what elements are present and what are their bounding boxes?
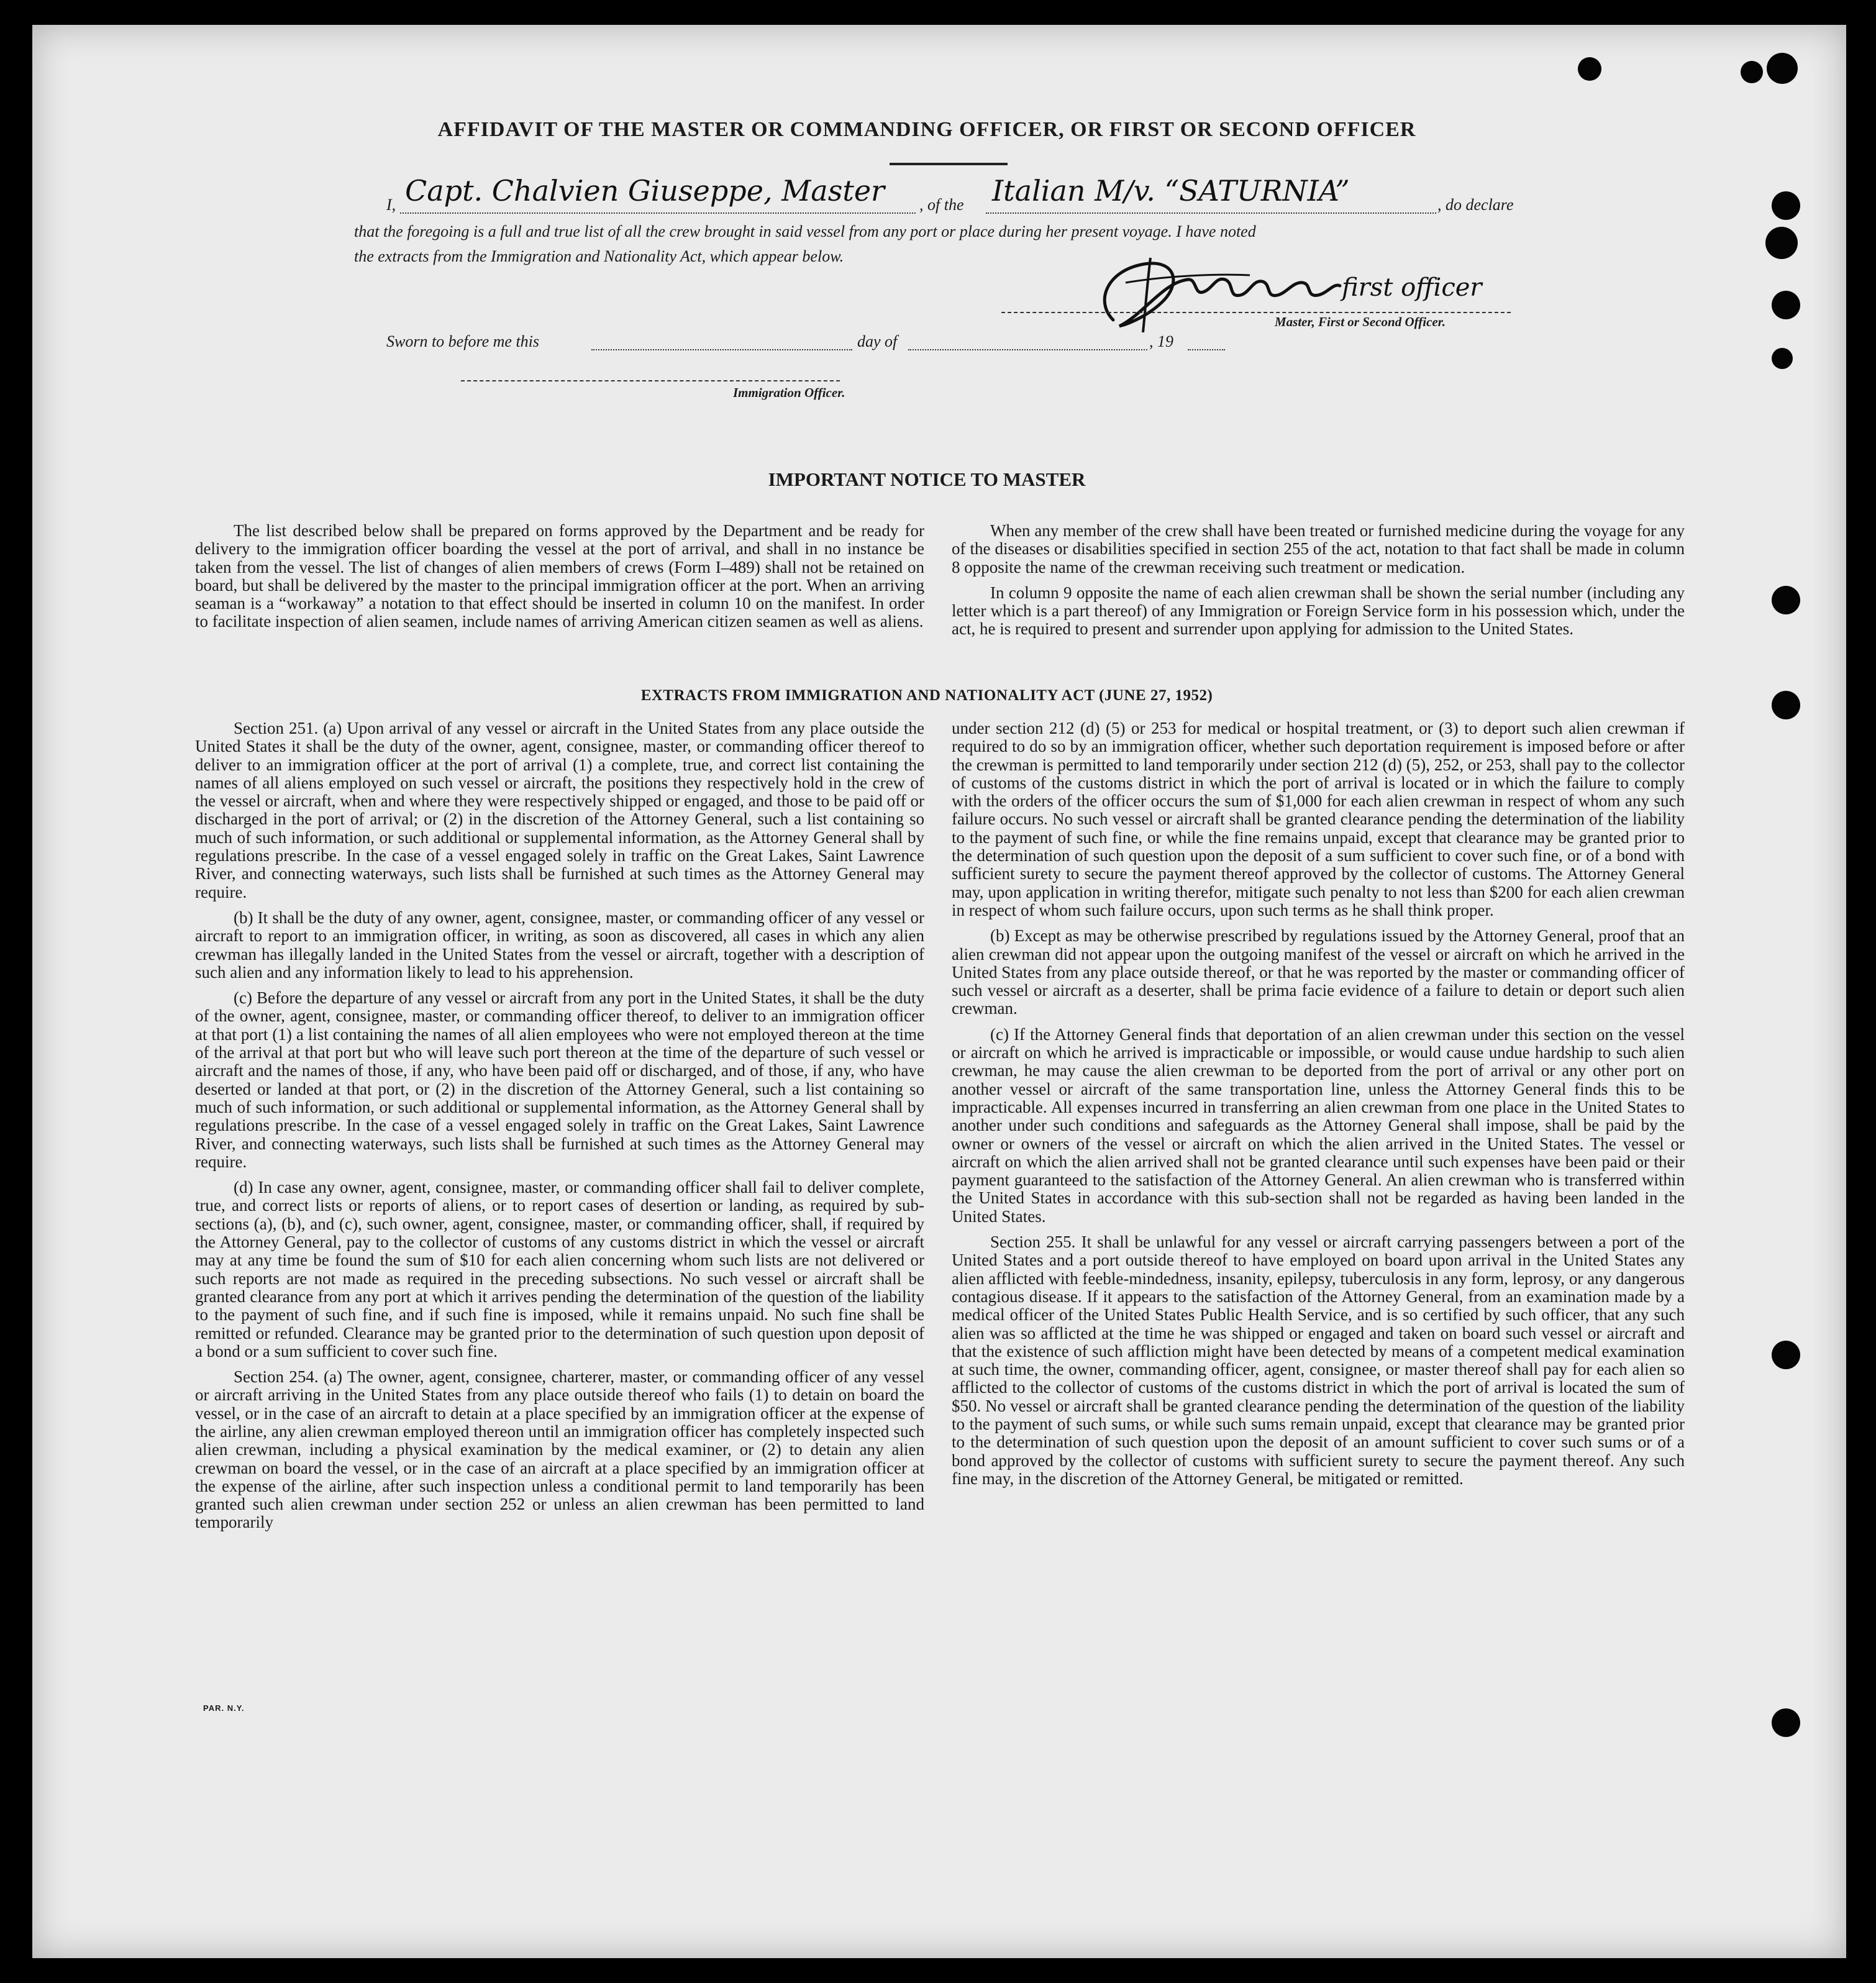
sworn-month-line[interactable] <box>908 349 1147 350</box>
declaration-do-declare: , do declare <box>1437 196 1514 214</box>
punch-hole <box>1578 57 1601 81</box>
section-254-a-continued: under section 212 (d) (5) or 253 for medical or hospital treatment, or (3) to deport such alien crewman if required to do so by an immigration officer, whether such deportation requirement is imposed before or after the crewman is permitted to land temporarily under section 212 (d) (5), 252, or 253, shall pay to the collector of customs of the customs district in which the port of arrival is located or in which the failure to comply with the orders of the officer occurs the sum of $1,000 for each alien crewman in respect of whom any such failure occurs. No such vessel or aircraft shall be granted clearance pending the determination of the liability to the payment of such fine, or while the fine remains unpaid, except that clearance may be granted prior to the determination of such question upon the deposit of a sum sufficient to cover such fine, or of a bond with sufficient surety to secure the payment thereof approved by the collector of customs. The Attorney General may, upon application in writing therefor, mitigate such penalty to not less than $200 for each alien crewman in respect of whom such failure occurs, upon such terms as he shall think proper. <box>952 719 1685 919</box>
section-251-d: (d) In case any owner, agent, consignee, master, or commanding officer shall fail to deliver complete, true, and correct lists or reports of aliens, or to report cases of desertion or landing, as required by sub-sections (a), (b), and (c), such owner, agent, consignee, master, or commanding officer, shall, if required by the Attorney General, pay to the collector of customs of any customs district in which the vessel or aircraft may at any time be found the sum of $10 for each alien concerning whom such lists are not delivered or such reports are not made as required in the preceding subsections. No such vessel or aircraft shall be granted clearance from any port at which it arrives pending the determination of the question of the liability to the payment of such fine, and if such fine is imposed, while it remains unpaid. No such fine shall be remitted or refunded. Clearance may be granted prior to the determination of such question upon deposit of a bond or a sum sufficient to cover such fine. <box>195 1178 924 1361</box>
punch-hole <box>1772 691 1800 719</box>
title-underline <box>890 163 1008 165</box>
punch-hole <box>1765 227 1798 259</box>
section-254-c: (c) If the Attorney General finds that deportation of an alien crewman under this section on the vessel or aircraft on which he arrived is impracticable or impossible, or would cause undue hardship to such alien crewman, he may cause the alien crewman to be deported from the port of arrival or any other port on another vessel or aircraft of the same transportation line, unless the Attorney General finds this to be impracticable. All expenses incurred in transferring an alien crewman from one place in the United States to another under such conditions and safeguards as the Attorney General shall impose, shall be paid by the owner or owners of the vessel or aircraft on which the alien arrived in the United States. The vessel or aircraft on which the alien arrived shall not be granted clearance until such expenses have been paid or their payment guaranteed to the satisfaction of the Attorney General. An alien crewman who is transferred within the United States in accordance with this sub-section shall not be regarded as having been landed in the United States. <box>952 1024 1685 1226</box>
immigration-officer-line <box>461 380 840 381</box>
declaration-of-the: , of the <box>919 196 964 214</box>
section-254-a: Section 254. (a) The owner, agent, consignee, charterer, master, or commanding officer of any vessel or aircraft arriving in the United States from any place outside thereof who fails (1) to detain on board the vessel, or in the case of an aircraft to detain at a place specified by an immigration officer at the expense of the airline, any alien crewman employed thereon until an immigration officer has completely inspected such alien crewman, including a physical examination by the medical examiner, or (2) to detain any alien crewman on board the vessel, or in the case of an aircraft at a place specified by an immigration officer at the expense of the airline, after such inspection unless a conditional permit to land temporarily has been granted such alien crewman under section 252 or unless an alien crewman has been permitted to land temporarily <box>195 1367 924 1532</box>
signature-caption: Master, First or Second Officer. <box>1275 314 1446 329</box>
signature-line <box>1001 312 1511 313</box>
declaration-body-line-2: the extracts from the Immigration and Nationality Act, which appear below. <box>354 247 844 265</box>
punch-hole <box>1772 348 1793 369</box>
notice-right-paragraph-1: When any member of the crew shall have been treated or furnished medicine during the voyage for any of the diseases or disabilities specified in section 255 of the act, notation to that fact shall be made in column 8 opposite the name of the crewman receiving such treatment or medication. <box>952 521 1685 577</box>
affidavit-page <box>32 25 1846 1958</box>
section-251-c: (c) Before the departure of any vessel or aircraft from any port in the United States, it shall be the duty of the owner, agent, consignee, master, or commanding officer thereof, to deliver to an immigration officer at that port (1) a list containing the names of all alien employees who were not employed thereon at the time of the arrival at that port but who will leave such port thereon at the time of the departure of such vessel or aircraft and the names of those, if any, who have been paid off or discharged, and of those, if any, who have deserted or landed at that port, or (2) in the discretion of the Attorney General, such a list containing so much of such information, or such additional or supplemental information, as the Attorney General shall by regulations prescribe. In the case of a vessel engaged solely in traffic on the Great Lakes, Saint Lawrence River, and connecting waterways, such lists shall be furnished at such times as the Attorney General may require. <box>195 988 924 1171</box>
extracts-title: EXTRACTS FROM IMMIGRATION AND NATIONALITY ACT (JUNE 27, 1952) <box>640 687 1213 704</box>
section-254-b: (b) Except as may be otherwise prescribed by regulations issued by the Attorney General, proof that an alien crewman did not appear upon the outgoing manifest of the vessel or aircraft on which he arrived in the United States from any place outside thereof, or that he was reported by the master or commanding officer of such vessel or aircraft as a deserter, shall be prima facie evidence of a failure to detain or deport such alien crewman. <box>952 926 1685 1018</box>
punch-hole <box>1767 53 1798 84</box>
section-255: Section 255. It shall be unlawful for any vessel or aircraft carrying passengers between a port of the United States and a port outside thereof to have employed on board upon arrival in the United States any alien afflicted with feeble-mindedness, insanity, epilepsy, tuberculosis in any form, leprosy, or any dangerous contagious disease. If it appears to the satisfaction of the Attorney General, from an examination made by a medical officer of the United States Public Health Service, and is so certified by such officer, that any such alien was so afflicted at the time he was shipped or engaged and taken on board such vessel or aircraft and that the existence of such affliction might have been detected by means of a competent medical examination at such time, the owner, commanding officer, agent, consignee, or master thereof shall pay for each alien so afflicted to the collector of customs of the customs district in which the port of arrival is located the sum of $50. No vessel or aircraft shall be granted clearance pending the determination of the question of the liability to the payment of such sums, or while such sums remain unpaid, except that clearance may be granted prior to the determination of such question upon the deposit of an amount sufficient to cover such sums or of a bond approved by the collector of customs with sufficient surety to secure the payment thereof. Any such fine may, in the discretion of the Attorney General, be mitigated or remitted. <box>952 1233 1685 1488</box>
master-name-line <box>400 212 916 214</box>
affidavit-title: AFFIDAVIT OF THE MASTER OR COMMANDING OFFICER, OR FIRST OR SECOND OFFICER <box>437 118 1416 141</box>
extracts-right-column <box>952 719 1685 1488</box>
punch-hole <box>1772 291 1800 319</box>
sworn-year-prefix: , 19 <box>1149 332 1173 350</box>
notice-right-paragraph-2: In column 9 opposite the name of each alien crewman shall be shown the serial number (including any letter which is a part thereof) of any Immigration or Foreign Service form in his possession which, under the act, he is required to present and surrender upon applying for admission to the United States. <box>952 583 1685 639</box>
sworn-prefix: Sworn to before me this <box>386 332 540 350</box>
sworn-day-line[interactable] <box>591 349 852 350</box>
signature-annotation: first officer <box>1342 273 1482 302</box>
punch-hole <box>1772 1708 1800 1737</box>
sworn-year-line[interactable] <box>1188 349 1225 350</box>
punch-hole <box>1741 61 1763 83</box>
extracts-left-column <box>195 719 924 1532</box>
section-251-a: Section 251. (a) Upon arrival of any vessel or aircraft in the United States from any place outside the United States it shall be the duty of the owner, agent, consignee, master, or commanding officer thereof to deliver to an immigration officer at the port of arrival (1) a complete, true, and correct list containing the names of all aliens employed on such vessel or aircraft, the positions they respectively hold in the crew of the vessel or aircraft, when and where they were respectively shipped or engaged, and those to be paid off or discharged in the port of arrival; or (2) in the discretion of the Attorney General, such a list containing so much of such information, or such additional or supplemental information, as the Attorney General shall by regulations prescribe. In the case of a vessel engaged solely in traffic on the Great Lakes, Saint Lawrence River, and connecting waterways, such lists shall be furnished at such times as the Attorney General may require. <box>195 719 924 901</box>
declaration-i-prefix: I, <box>386 196 396 214</box>
punch-hole <box>1772 1341 1800 1369</box>
notice-left-column <box>195 522 924 631</box>
section-251-b: (b) It shall be the duty of any owner, agent, consignee, master, or commanding officer of any vessel or aircraft to report to an immigration officer, in writing, as soon as discovered, all cases in which any alien crewman has illegally landed in the United States from the vessel or aircraft, together with a description of such alien and any information likely to lead to his apprehension. <box>195 908 924 982</box>
vessel-name-handwritten[interactable]: Italian M/v. “SATURNIA” <box>992 174 1350 207</box>
immigration-officer-caption: Immigration Officer. <box>733 385 845 400</box>
sworn-day-of: day of <box>857 332 898 350</box>
punch-hole <box>1772 191 1800 220</box>
notice-left-paragraph: The list described below shall be prepared on forms approved by the Department and be ready for delivery to the immigration officer boarding the vessel at the port of arrival, and shall in no instance be taken from the vessel. The list of changes of alien members of crews (Form I–489) shall not be retained on board, but shall be delivered by the master to the principal immigration officer at the port. When an arriving seaman is a “workaway” a notation to that effect should be inserted in column 10 on the manifest. In order to facilitate inspection of alien seamen, include names of arriving American citizen seamen as well as aliens. <box>195 521 924 631</box>
vessel-name-line <box>986 212 1436 214</box>
punch-hole <box>1772 586 1800 614</box>
notice-right-column <box>952 522 1685 639</box>
declaration-body-line-1: that the foregoing is a full and true list of all the crew brought in said vessel from any port or place during her present voyage. I have noted <box>354 222 1256 240</box>
printer-mark: PAR. N.Y. <box>203 1703 245 1713</box>
master-name-handwritten[interactable]: Capt. Chalvien Giuseppe, Master <box>405 174 885 207</box>
notice-title: IMPORTANT NOTICE TO MASTER <box>768 468 1086 490</box>
